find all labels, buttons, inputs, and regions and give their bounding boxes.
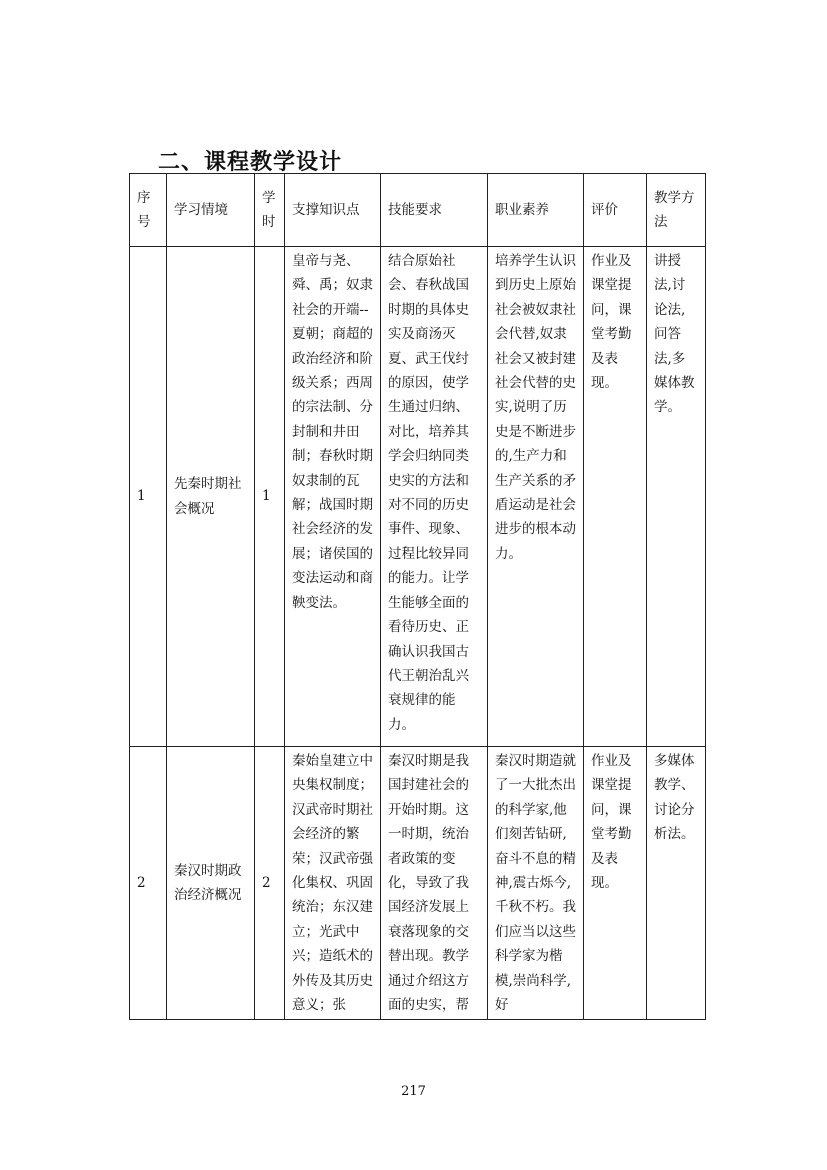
table-header-row — [130, 174, 706, 247]
header-literacy: 职业素养 — [488, 174, 584, 247]
header-skills: 技能要求 — [381, 174, 488, 247]
row-skills: 结合原始社会、春秋战国时期的具体史实及商汤灭夏、武王伐纣的原因，使学生通过归纳、对比，培养其学会归纳同类史实的方法和对不同的历史事件、现象、过程比较异同的能力。让学生能够全面的看待历史、正确认识我国古代王朝治乱兴衰规律的能力。 — [381, 247, 488, 747]
header-situation: 学习情境 — [167, 174, 255, 247]
course-design-table — [129, 173, 706, 1020]
row-evaluation: 作业及课堂提问，课堂考勤及表现。 — [584, 247, 647, 747]
table-row — [130, 747, 706, 1020]
row-no: 1 — [130, 247, 167, 747]
row-hours: 2 — [255, 747, 285, 1020]
page-number: 217 — [401, 1084, 426, 1099]
row-situation: 秦汉时期政治经济概况 — [167, 747, 255, 1020]
row-knowledge: 皇帝与尧、舜、禹；奴隶社会的开端--夏朝；商超的政治经济和阶级关系；西周的宗法制、分封制和井田制；春秋时期奴隶制的瓦解；战国时期社会经济的发展；诸侯国的变法运动和商鞅变法。 — [285, 247, 381, 747]
row-knowledge: 秦始皇建立中央集权制度；汉武帝时期社会经济的繁荣；汉武帝强化集权、巩固统治；东汉建立；光武中兴；造纸术的外传及其历史意义；张 — [285, 747, 381, 1020]
header-evaluation: 评价 — [584, 174, 647, 247]
section-title: 二、课程教学设计 — [158, 150, 343, 175]
row-method: 讲授法,讨论法,问答法,多媒体教学。 — [647, 247, 706, 747]
header-knowledge: 支撑知识点 — [285, 174, 381, 247]
row-hours: 1 — [255, 247, 285, 747]
row-evaluation: 作业及课堂提问，课堂考勤及表现。 — [584, 747, 647, 1020]
header-hours: 学时 — [255, 174, 285, 247]
row-literacy: 秦汉时期造就了一大批杰出的科学家,他们刻苦钻研,奋斗不息的精神,震古烁今,千秋不朽。我们应当以这些科学家为楷模,崇尚科学,好 — [488, 747, 584, 1020]
header-method: 教学方法 — [647, 174, 706, 247]
row-no: 2 — [130, 747, 167, 1020]
header-no: 序号 — [130, 174, 167, 247]
row-method: 多媒体教学、讨论分析法。 — [647, 747, 706, 1020]
row-skills: 秦汉时期是我国封建社会的开始时期。这一时期，统治者政策的变化，导致了我国经济发展上衰落现象的交替出现。教学通过介绍这方面的史实，帮 — [381, 747, 488, 1020]
table-row — [130, 247, 706, 747]
row-literacy: 培养学生认识到历史上原始社会被奴隶社会代替,奴隶社会又被封建社会代替的史实,说明了历史是不断进步的,生产力和生产关系的矛盾运动是社会进步的根本动力。 — [488, 247, 584, 747]
row-situation: 先秦时期社会概况 — [167, 247, 255, 747]
